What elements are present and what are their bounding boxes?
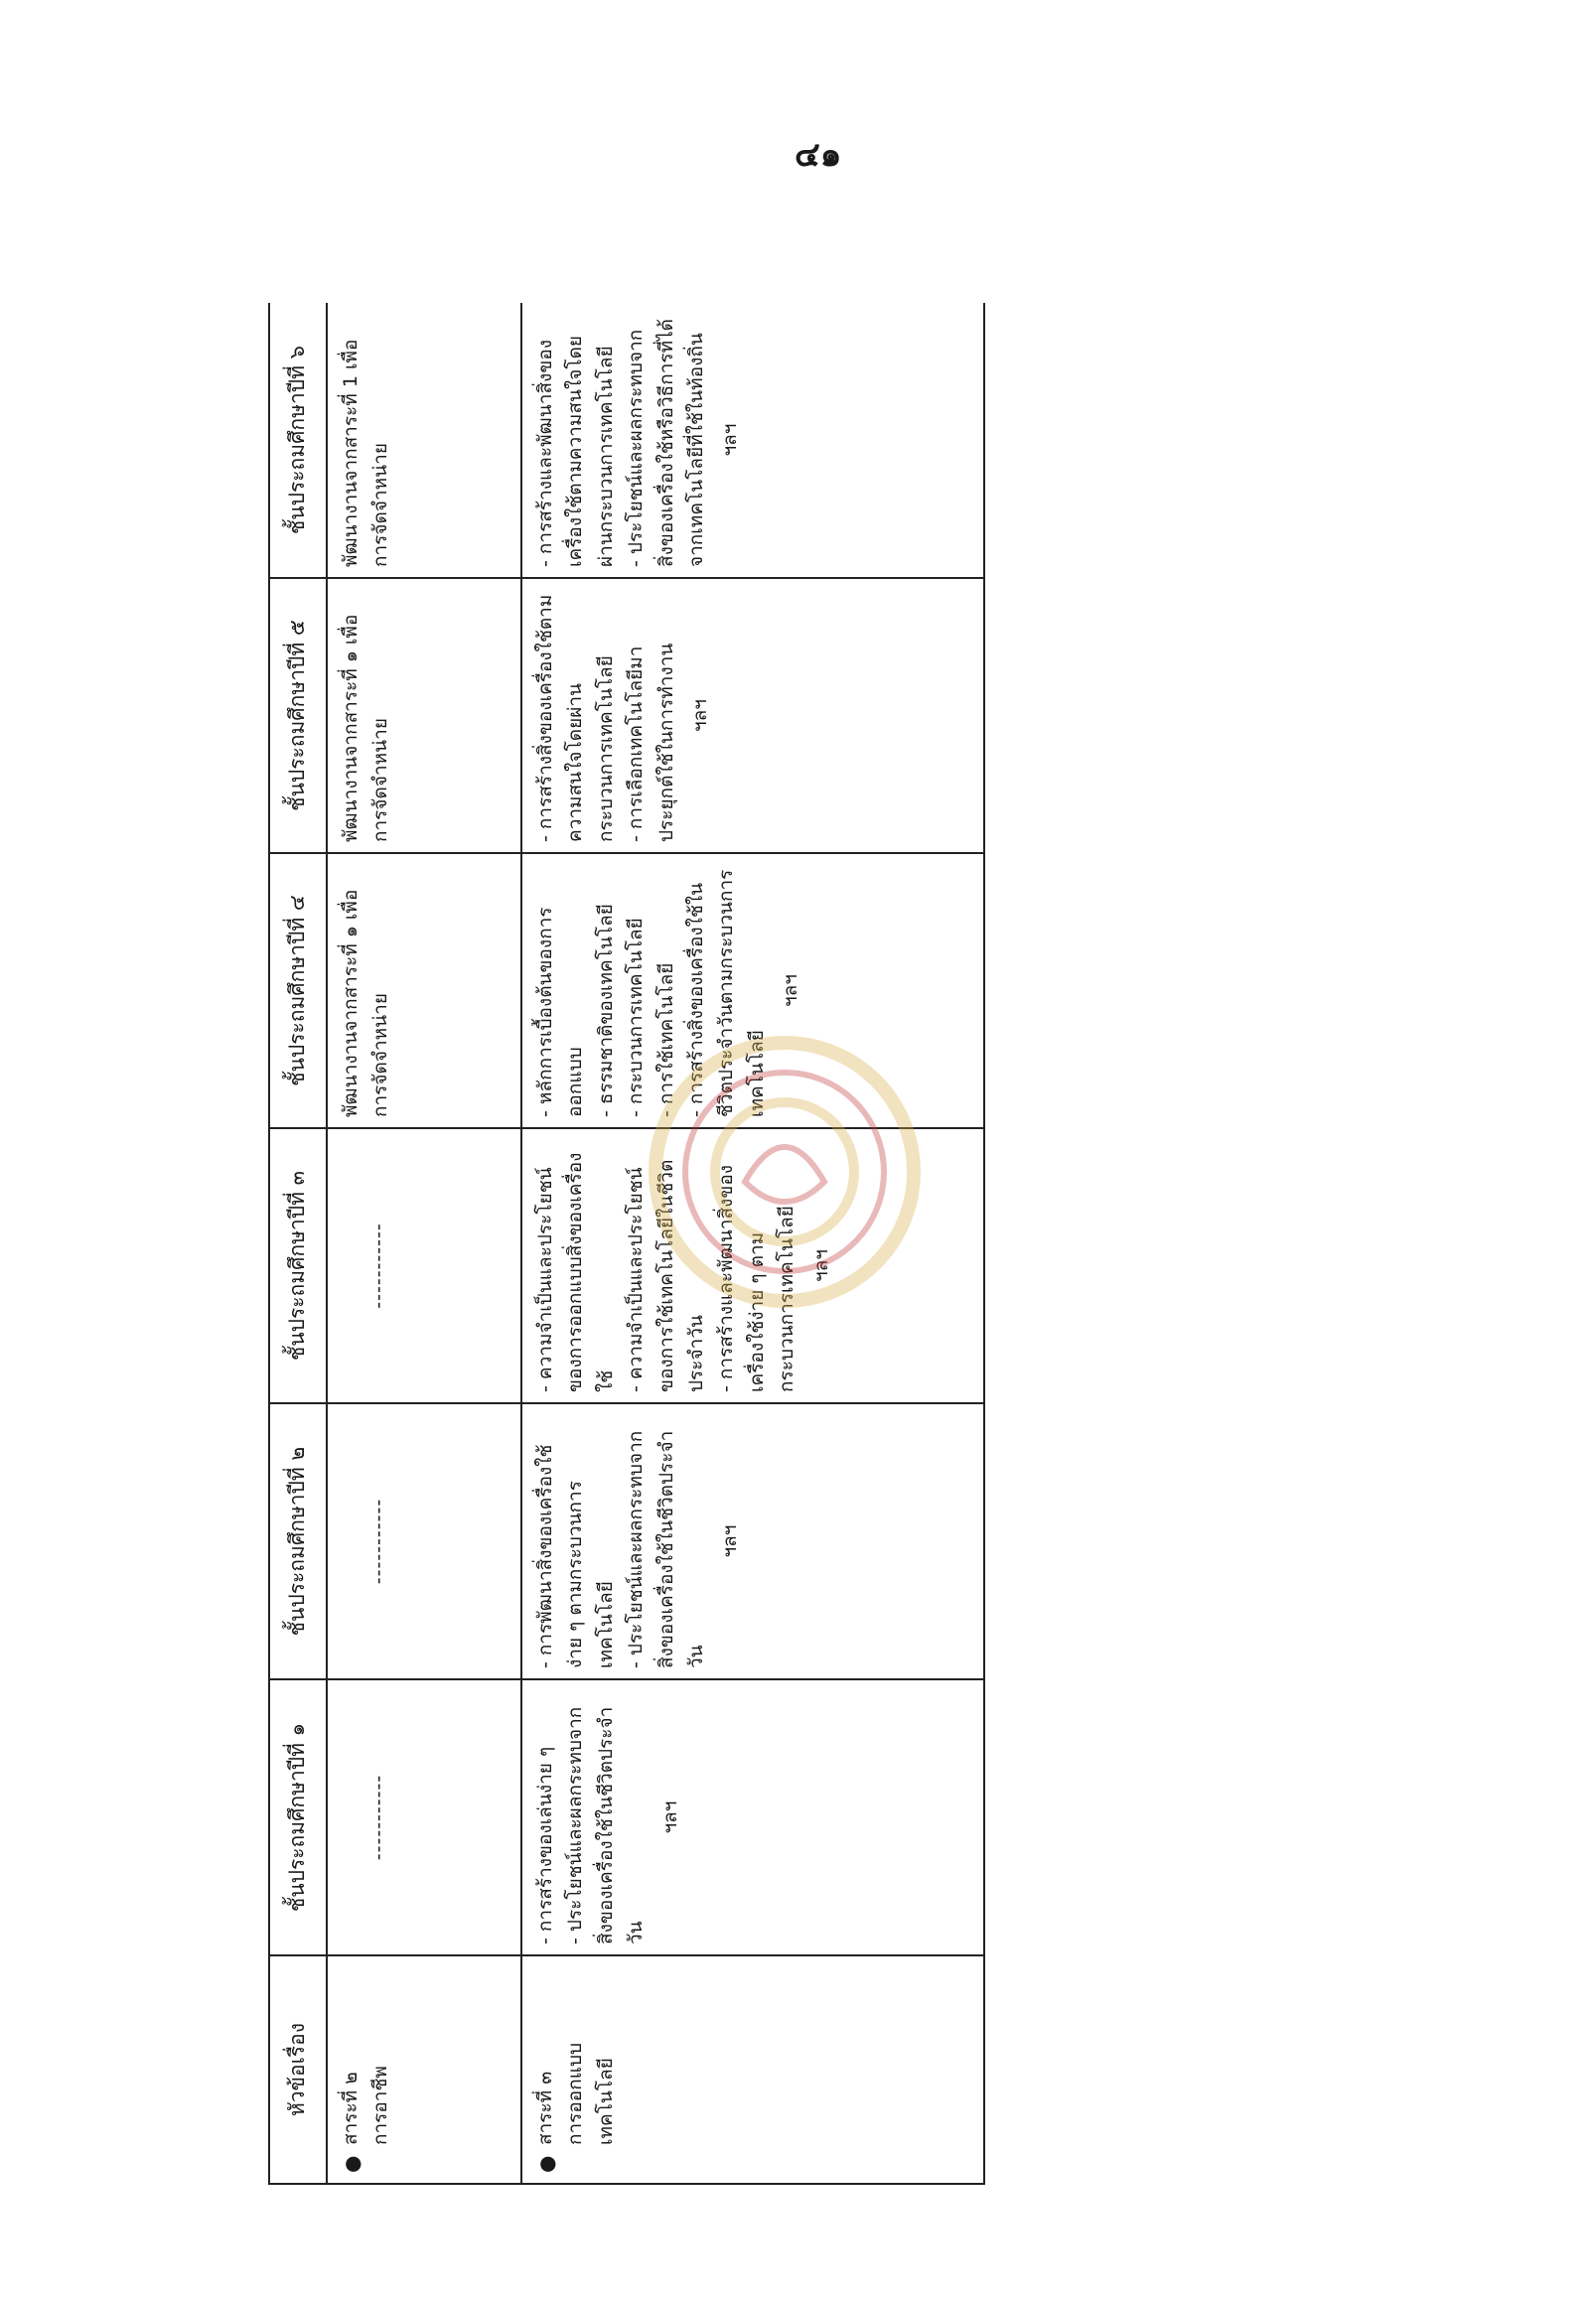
cell-career-grade-1: ----------- [327,1679,521,1955]
cell-item: - การสร้างสิ่งของเครื่องใช้ในชีวิตประจำวันตามกระบวนการเทคโนโลยี [684,869,768,1117]
header-grade-2: ชั้นประถมศึกษาปีที่ ๒ [269,1403,327,1679]
table-row-technology [521,303,984,2184]
cell-item: พัฒนางานจากสาระที่ 1 เพื่อการจัดจำหน่าย [340,339,392,567]
topic-title: สาระที่ ๓ [534,2071,556,2145]
cell-item: - การใช้เทคโนโลยี [654,962,677,1117]
table-row-career [327,303,521,2184]
etc-label: ฯลฯ [719,1524,742,1558]
header-row [269,303,327,2184]
header-topic: หัวข้อเรื่อง [269,1955,327,2184]
cell-tech-grade-4 [521,853,984,1128]
cell-item: - การเลือกเทคโนโลยีมาประยุกต์ใช้ในการทำงาน [625,643,677,842]
cell-item: - ความจำเป็นและประโยชน์ของการออกแบบสิ่งของเครื่องใช้ [534,1152,617,1392]
cell-career-grade-5 [327,578,521,853]
cell-item: - หลักการเบื้องต้นของการออกแบบ [534,907,587,1117]
cell-career-grade-3: ----------- [327,1128,521,1403]
header-grade-4: ชั้นประถมศึกษาปีที่ ๔ [269,853,327,1128]
etc-label: ฯลฯ [688,699,711,732]
cell-tech-grade-2 [521,1403,984,1679]
cell-item: - ธรรมชาติของเทคโนโลยี [594,904,617,1117]
etc-label: ฯลฯ [780,974,802,1007]
topic-cell-career [327,1955,521,2184]
cell-item: - กระบวนการเทคโนโลยี [625,918,648,1117]
header-grade-5: ชั้นประถมศึกษาปีที่ ๕ [269,578,327,853]
topic-title: สาระที่ ๒ [340,2072,362,2145]
cell-item: - การสร้างและพัฒนาสิ่งของเครื่องใช้ง่าย ๆ ตามกระบวนการเทคโนโลยี [715,1164,798,1392]
rotated-table-container [268,303,985,2185]
topic-subtitle: การอาชีพ [369,2066,392,2145]
etc-label: ฯลฯ [809,1249,832,1282]
etc-label: ฯลฯ [658,1800,681,1834]
curriculum-table [268,303,985,2185]
cell-item: - ประโยชน์และผลกระทบจากสิ่งของเครื่องใช้ในชีวิตประจำวัน [564,1706,648,1944]
cell-career-grade-6 [327,303,521,578]
cell-tech-grade-5 [521,578,984,853]
topic-subtitle: การออกแบบเทคโนโลยี [564,2042,617,2145]
cell-tech-grade-6 [521,303,984,578]
topic-cell-technology [521,1955,984,2184]
cell-item: - การสร้างและพัฒนาสิ่งของเครื่องใช้ตามความสนใจโดยผ่านกระบวนการเทคโนโลยี [534,335,617,567]
cell-item: - การสร้างของเล่นง่าย ๆ [534,1746,556,1944]
header-grade-6: ชั้นประถมศึกษาปีที่ ๖ [269,303,327,578]
cell-item: พัฒนางานจากสาระที่ ๑ เพื่อการจัดจำหน่าย [340,889,392,1117]
bullet-icon: ● [340,2155,363,2173]
cell-item: - ความจำเป็นและประโยชน์ของการใช้เทคโนโลยีในชีวิตประจำวัน [625,1159,707,1392]
header-grade-1: ชั้นประถมศึกษาปีที่ ๑ [269,1679,327,1955]
cell-career-grade-2: ----------- [327,1403,521,1679]
cell-item: - ประโยชน์และผลกระทบจากสิ่งของเครื่องใช้ในชีวิตประจำวัน [625,1430,707,1668]
curriculum-table-frame [268,303,985,2185]
page-number: ๔๑ [795,135,842,175]
cell-item: - การสร้างสิ่งของเครื่องใช้ตามความสนใจโดยผ่านกระบวนการเทคโนโลยี [534,594,617,842]
header-grade-3: ชั้นประถมศึกษาปีที่ ๓ [269,1128,327,1403]
cell-item: - การพัฒนาสิ่งของเครื่องใช้ง่าย ๆ ตามกระบวนการเทคโนโลยี [534,1444,617,1668]
cell-item: - ประโยชน์และผลกระทบจากสิ่งของเครื่องใช้หรือวิธีการที่ได้จากเทคโนโลยีที่ใช้ในท้องถิ่น [625,318,707,567]
cell-tech-grade-1 [521,1679,984,1955]
bullet-icon: ● [534,2155,558,2173]
etc-label: ฯลฯ [719,423,742,457]
cell-tech-grade-3 [521,1128,984,1403]
cell-item: พัฒนางานจากสาระที่ ๑ เพื่อการจัดจำหน่าย [340,614,392,842]
cell-career-grade-4 [327,853,521,1128]
